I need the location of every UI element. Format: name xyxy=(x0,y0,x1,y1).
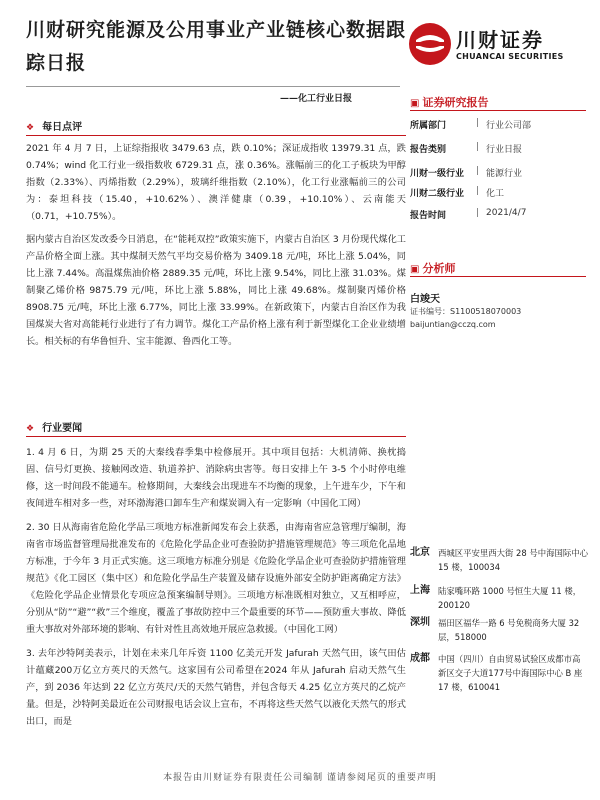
news-item: 1. 4 月 6 日，为期 25 天的大秦线春季集中检修展开。其中项目包括：大机清筛、换枕捣固、信号灯更换、接触网改造、轨道养护、消除病虫害等。每日安排上午 3-5 个小时停电维修，这一时间段不能通车。检修期间，大秦线会出现进车不均衡的现象，上午进车少，下午和夜间进车相对多一些，对环渤海港口卸车生产和煤炭调入有一定影响（中国化工网） xyxy=(26,447,406,509)
analyst-name: 白竣天 xyxy=(410,294,440,305)
daily-commentary xyxy=(26,140,406,350)
header-divider xyxy=(26,86,400,87)
daily-rule xyxy=(26,135,406,136)
daily-paragraph-1: 2021 年 4 月 7 日，上证综指报收 3479.63 点，跌 0.10%；深证成指收 13979.31 点，跌 0.74%；wind 化工行业一级指数收 6729.31 点，涨 0.36%。涨幅前三的化工子板块为甲醇指数（2.33%）、丙烯指数（2.29%），玻璃纤维指数（2.10%），化工行业涨幅前三的公司为：泰坦科技（15.40，+10.62%）、澳洋健康（0.39，+10.10%）、云南能天（0.71，+10.75%）。 xyxy=(26,143,406,222)
office-shanghai: 上海 陆家嘴环路 1000 号恒生大厦 11 楼，200120 xyxy=(410,585,582,610)
tag-icon: ▣ xyxy=(410,264,420,275)
analyst-heading: ▣ 分析师 xyxy=(410,262,456,275)
diamond-bullet-icon: ❖ xyxy=(26,123,35,133)
daily-paragraph-2: 据内蒙古自治区发改委今日消息，在“能耗双控”政策实施下，内蒙古自治区 3 月份现代煤化工产品价格全面上涨。其中煤制天然气平均交易价格为 3409.18 元/吨，环比上涨 5.04%，同比上涨 7.44%。高温煤焦油价格 2889.35 元/吨，环比上涨 9.54%，同比上涨 31.03%。煤制聚乙烯价格 9875.79 元/吨，环比上涨 5.88%，同比上涨 49.68%。煤制聚丙烯价格 8908.75 元/吨，环比上涨 6.77%，同比上涨 33.99%。在新政策下，内蒙古自治区作为我国煤炭大省对高能耗行业进行了有力调节。煤化工产品价格上涨有利于新型煤化工企业业绩增长。相关标的有华鲁恒升、宝丰能源、鲁西化工等。 xyxy=(26,234,406,347)
news-heading: ❖ 行业要闻 xyxy=(26,423,83,434)
company-logo xyxy=(408,22,588,68)
news-list xyxy=(26,444,406,730)
analyst-rule xyxy=(410,276,586,277)
office-chengdu: 成都 中国（四川）自由贸易试验区成都市高新区交子大道177号中海国际中心 B 座 17 楼，610041 xyxy=(410,653,583,692)
report-title: 川财研究能源及公用事业产业链核心数据跟踪日报 xyxy=(26,19,407,74)
footer-disclaimer: 本报告由川财证券有限责任公司编制 谨请参阅尾页的重要声明 xyxy=(163,773,437,783)
analyst-cert: 证书编号：S1100518070003 xyxy=(410,307,522,316)
news-rule xyxy=(26,436,406,437)
report-info-heading: ▣ 证券研究报告 xyxy=(410,96,489,109)
section-tag: ——化工行业日报 xyxy=(280,94,353,104)
diamond-bullet-icon: ❖ xyxy=(26,424,35,434)
office-shenzhen: 深圳 福田区福华一路 6 号免税商务大厦 32 层，518000 xyxy=(410,617,580,642)
daily-heading: ❖ 每日点评 xyxy=(26,122,83,133)
tag-icon: ▣ xyxy=(410,98,420,109)
logo-text-en: CHUANCAI SECURITIES xyxy=(456,52,564,61)
news-item: 3. 去年沙特阿美表示，计划在未来几年斥资 1100 亿美元开发 Jafurah 天然气田，该气田估计蕴藏200万亿立方英尺的天然气。这家国有公司希望在2024 年从 Jafurah 启动天然气生产，到 2036 年达到 22 亿立方英尺/天的天然气销售，并包含每天 4.25 亿立方英尺的乙烷产量。但是，沙特阿美最近在公司财报电话会议上宣布，不再将这些天然气以液化天然气的形式出口，而是 xyxy=(26,648,406,727)
chuancai-logo-icon xyxy=(408,22,452,66)
logo-text-cn: 川财证券 xyxy=(456,28,544,52)
report-info-rule xyxy=(410,110,586,111)
analyst-email[interactable]: baijuntian@cczq.com xyxy=(410,320,496,329)
news-item: 2. 30 日从海南省危险化学品三项地方标准新闻发布会上获悉，由海南省应急管理厅编制，海南省市场监督管理局批准发布的《危险化学品企业可查验防护措施管理规范》等三项危化品地方标准，于今年 3 月正式实施。这三项地方标准分别是《危险化学品企业可查验防护措施管理规范》《化工园区（集中区）和危险化学品生产装置及储存设施外部安全防护距离确定方法》《危险化学品企业情景化专项应急预案编制导则》。三项地方标准既相对独立，又互相呼应，分别从“防”“避”“救”三个维度，覆盖了事故防控中三个最重要的环节——预防重大事故、降低重大事故对外部环境的影响、有针对性且高效地开展应急救援。（中国化工网） xyxy=(26,522,406,635)
office-beijing: 北京 西城区平安里西大街 28 号中海国际中心 15 楼，100034 xyxy=(410,547,588,572)
